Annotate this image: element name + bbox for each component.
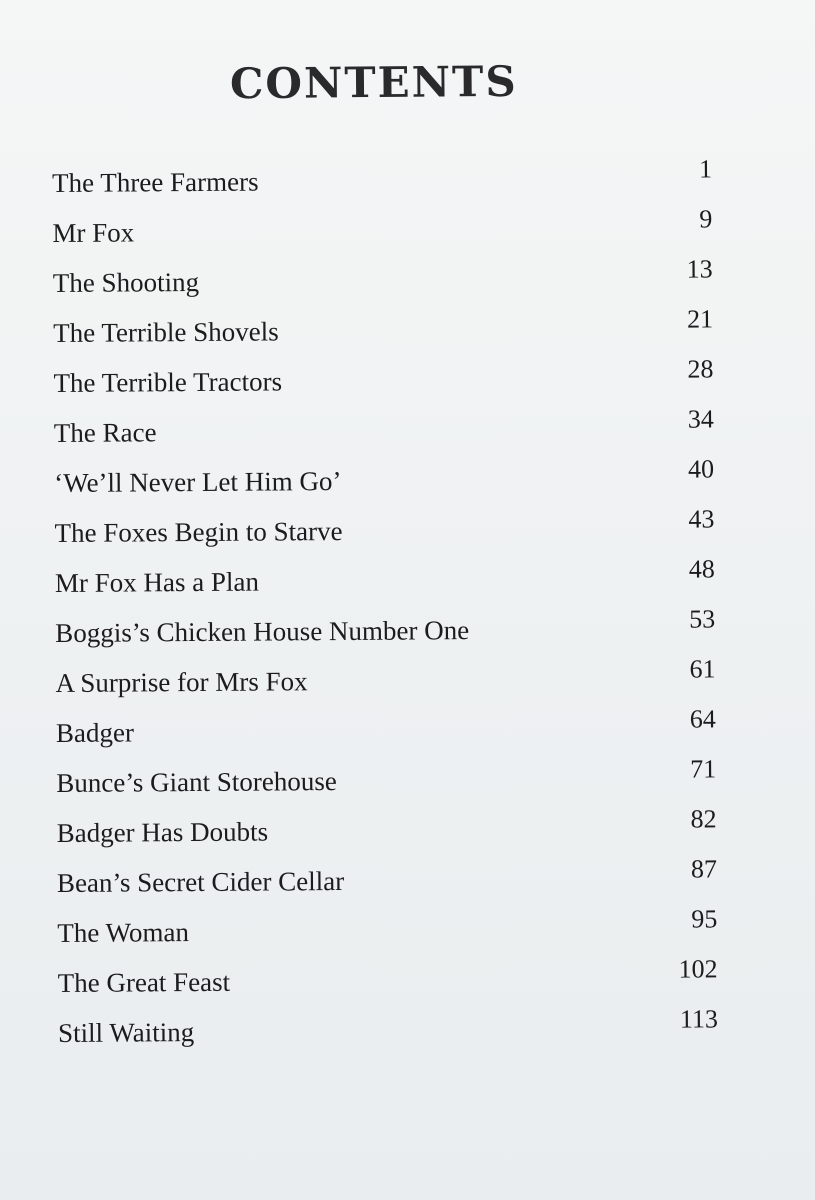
chapter-title: Badger xyxy=(55,717,135,748)
chapter-page-number: 82 xyxy=(690,804,717,834)
toc-entry[interactable] xyxy=(54,504,715,568)
toc-entry[interactable] xyxy=(55,654,716,718)
chapter-title: Mr Fox Has a Plan xyxy=(54,566,259,598)
chapter-page-number: 21 xyxy=(686,304,714,334)
toc-entry[interactable] xyxy=(57,954,718,1018)
contents-heading: CONTENTS xyxy=(229,56,518,109)
chapter-title: The Terrible Shovels xyxy=(53,316,279,348)
toc-entry[interactable] xyxy=(53,354,714,418)
chapter-page-number: 95 xyxy=(691,904,718,934)
chapter-title: The Shooting xyxy=(52,266,200,298)
chapter-page-number: 71 xyxy=(690,754,717,784)
chapter-title: The Great Feast xyxy=(57,966,231,998)
chapter-page-number: 113 xyxy=(679,1004,719,1034)
toc-entry[interactable] xyxy=(54,454,715,518)
toc-entry[interactable] xyxy=(56,804,717,868)
table-of-contents xyxy=(52,154,719,1068)
toc-entry[interactable] xyxy=(56,754,717,818)
chapter-page-number: 28 xyxy=(687,354,714,384)
chapter-title: Boggis’s Chicken House Number One xyxy=(55,615,470,648)
toc-entry[interactable] xyxy=(52,254,713,318)
chapter-title: The Foxes Begin to Starve xyxy=(54,515,343,548)
toc-entry[interactable] xyxy=(54,554,715,618)
chapter-title: Still Waiting xyxy=(57,1017,195,1048)
toc-entry[interactable] xyxy=(57,1004,719,1068)
chapter-title: The Race xyxy=(53,417,157,448)
chapter-page-number: 43 xyxy=(688,504,715,534)
chapter-title: Mr Fox xyxy=(52,217,135,248)
toc-entry[interactable] xyxy=(52,204,713,268)
chapter-page-number: 9 xyxy=(699,204,713,234)
chapter-title: Bean’s Secret Cider Cellar xyxy=(56,865,345,898)
chapter-title: ‘We’ll Never Let Him Go’ xyxy=(54,465,342,498)
toc-entry[interactable] xyxy=(57,904,718,968)
chapter-page-number: 34 xyxy=(687,404,714,434)
toc-entry[interactable] xyxy=(55,704,716,768)
chapter-page-number: 1 xyxy=(698,154,713,184)
toc-entry[interactable] xyxy=(56,854,718,918)
toc-entry[interactable] xyxy=(55,604,716,668)
chapter-title: Badger Has Doubts xyxy=(56,816,269,848)
chapter-page-number: 48 xyxy=(688,554,715,584)
chapter-page-number: 53 xyxy=(689,604,716,634)
chapter-page-number: 87 xyxy=(690,854,718,884)
chapter-page-number: 13 xyxy=(686,254,713,284)
chapter-title: A Surprise for Mrs Fox xyxy=(55,666,308,698)
chapter-page-number: 64 xyxy=(689,704,716,734)
chapter-page-number: 102 xyxy=(678,954,718,984)
toc-entry[interactable] xyxy=(52,154,713,218)
chapter-title: The Three Farmers xyxy=(52,166,259,198)
toc-entry[interactable] xyxy=(53,304,714,368)
chapter-page-number: 61 xyxy=(689,654,716,684)
chapter-page-number: 40 xyxy=(688,454,715,484)
toc-entry[interactable] xyxy=(53,404,714,468)
chapter-title: Bunce’s Giant Storehouse xyxy=(56,766,337,798)
chapter-title: The Terrible Tractors xyxy=(53,366,283,398)
chapter-title: The Woman xyxy=(57,917,189,948)
